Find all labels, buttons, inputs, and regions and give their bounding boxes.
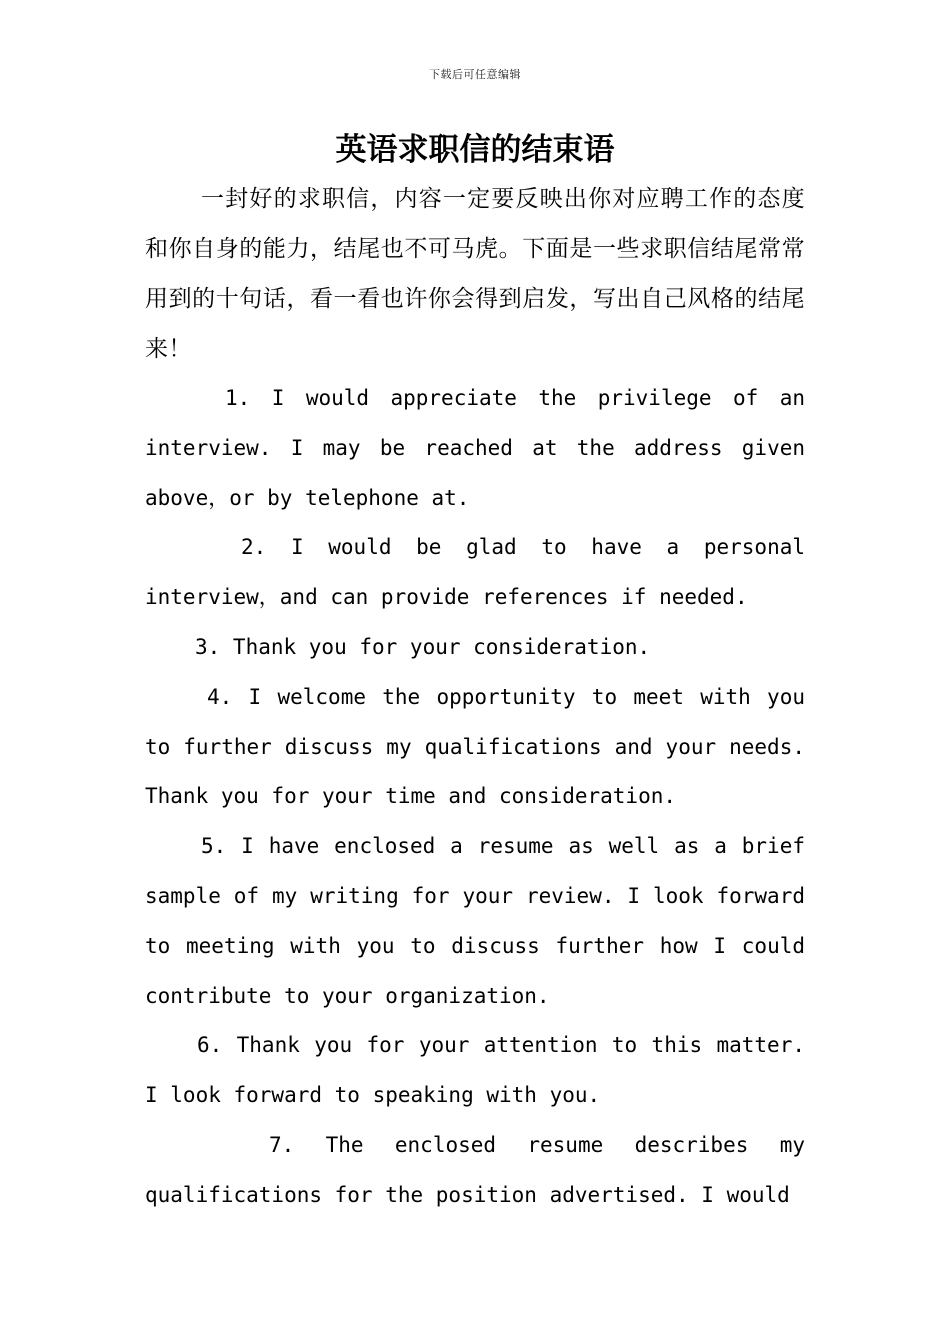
page-title: 英语求职信的结束语 — [335, 132, 615, 168]
closing-sentence-6: 6. Thank you for your attention to this matter. I look forward to speaking with you. — [145, 1033, 805, 1108]
document-body — [145, 174, 805, 1221]
closing-sentence-5: 5. I have enclosed a resume as well as a brief sample of my writing for your review. I look forward to meeting with you to discuss further how I could contribute to your organization. — [145, 834, 805, 1008]
closing-sentence-3: 3. Thank you for your consideration. — [195, 634, 651, 659]
closing-sentence-2: 2. I would be glad to have a personal interview，and can provide references if needed. — [145, 535, 805, 610]
closing-sentence-1: 1. I would appreciate the privilege of an interview. I may be reached at the address given above，or by telephone at. — [145, 386, 805, 510]
header-note: 下载后可任意编辑 — [429, 68, 521, 81]
closing-sentence-7: 7. The enclosed resume describes my qualifications for the position advertised. I would — [145, 1132, 805, 1207]
intro-paragraph: 一封好的求职信，内容一定要反映出你对应聘工作的态度和你自身的能力，结尾也不可马虎。下面是一些求职信结尾常常用到的十句话，看一看也许你会得到启发，写出自己风格的结尾来！ — [145, 186, 805, 362]
closing-sentence-4: 4. I welcome the opportunity to meet with you to further discuss my qualifications and your needs. Thank you for your time and consideration. — [145, 684, 805, 809]
